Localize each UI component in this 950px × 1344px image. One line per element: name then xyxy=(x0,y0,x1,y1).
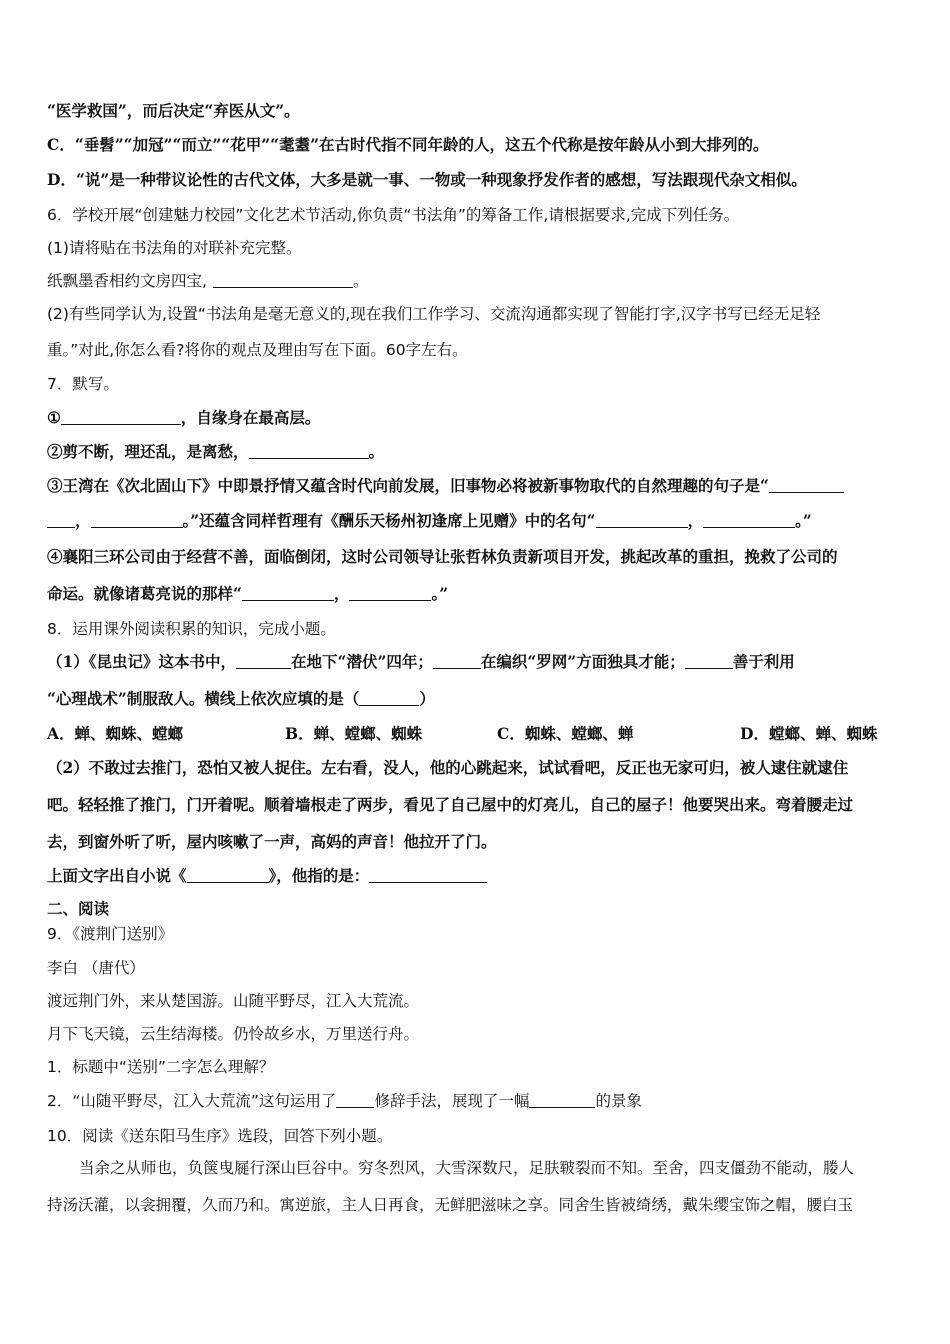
item-text: 2．“山随平野尽，江入大荒流”这句运用了 xyxy=(47,1092,337,1110)
question-8-part-1 xyxy=(47,651,910,673)
answer-blank[interactable] xyxy=(769,477,844,493)
punct: ， xyxy=(687,511,704,530)
question-8-part-1-cont xyxy=(47,688,910,710)
couplet-line xyxy=(47,270,910,292)
item-text: “心理战术”制服敌人。横线上依次应填的是（ xyxy=(47,689,360,708)
question-9-title: 9．《渡荆门送别》 xyxy=(47,925,174,943)
question-7-item-3 xyxy=(47,475,910,497)
answer-blank[interactable] xyxy=(359,690,419,706)
answer-blank[interactable] xyxy=(433,653,481,669)
answer-blank[interactable] xyxy=(91,512,183,528)
poem-line: 月下飞天镜，云生结海楼。仍怜故乡水，万里送行舟。 xyxy=(47,1025,420,1043)
answer-blank[interactable] xyxy=(349,585,431,601)
answer-blank[interactable] xyxy=(703,512,795,528)
item-text: ③王湾在《次北固山下》中即景抒情又蕴含时代向前发展，旧事物必将被新事物取代的自然理趣的句子是“ xyxy=(47,476,769,495)
item-text: 上面文字出自小说《 xyxy=(47,866,187,885)
answer-blank[interactable] xyxy=(61,409,181,425)
question-8-part-2-question xyxy=(47,865,910,887)
question-6-part-2-cont: 重。”对此,你怎么看?将你的观点及理由写在下面。60字左右。 xyxy=(47,341,468,359)
punct: ， xyxy=(75,511,91,530)
question-8-part-2: （2）不敢过去推门，恐怕又被人捉住。左右看，没人，他的心跳起来，试试看吧，反正也无家可归，被人逮住就逮住 xyxy=(47,758,849,777)
answer-blank[interactable] xyxy=(685,653,733,669)
question-8-part-2-cont: 去，到窗外听了听，屋内咳嗽了一声，高妈的声音！他拉开了门。 xyxy=(47,832,497,851)
question-7-item-2 xyxy=(47,441,910,463)
question-9-sub-2 xyxy=(47,1090,910,1112)
item-text: （1）《昆虫记》这本书中， xyxy=(47,652,237,671)
question-7-item-4: ④襄阳三环公司由于经营不善，面临倒闭，这时公司领导让张哲林负责新项目开发，挑起改革的重担，挽救了公司的 xyxy=(47,547,838,566)
passage-line: 持汤沃灌，以衾拥覆，久而乃和。寓逆旅，主人日再食，无鲜肥滋味之享。同舍生皆被绮绣，戴朱缨宝饰之帽，腰白玉 xyxy=(47,1196,854,1214)
answer-blank[interactable] xyxy=(596,512,688,528)
section-heading: 二、阅读 xyxy=(47,899,110,918)
item-text: 命运。就像诸葛亮说的那样“ xyxy=(47,584,242,603)
question-6-part-1: (1)请将贴在书法角的对联补充完整。 xyxy=(47,239,302,257)
option-a[interactable]: A．蝉、蜘蛛、螳螂 xyxy=(47,724,184,743)
answer-blank[interactable] xyxy=(336,1092,374,1108)
punct: ， xyxy=(333,584,350,603)
item-marker: ① xyxy=(47,408,61,427)
item-text: 在编织“罗网”方面独具才能； xyxy=(480,652,685,671)
option-d-line: D．“说”是一种带议论性的古代文体，大多是就一事、一物或一种现象抒发作者的感想，写法跟现代杂文相似。 xyxy=(47,170,807,189)
question-10-title: 10．阅读《送东阳马生序》选段，回答下列小题。 xyxy=(47,1127,393,1145)
couplet-text: 纸飘墨香相约文房四宝, xyxy=(47,272,207,290)
option-c[interactable]: C．蜘蛛、螳螂、蝉 xyxy=(497,724,634,743)
question-7-item-3-cont xyxy=(47,510,910,532)
item-text: 善于利用 xyxy=(732,652,795,671)
poem-line: 渡远荆门外，来从楚国游。山随平野尽，江入大荒流。 xyxy=(47,992,420,1010)
question-6-title: 6．学校开展“创建魅力校园”文化艺术节活动,你负责“书法角”的筹备工作,请根据要求,完成下列任务。 xyxy=(47,206,740,224)
punct: 。” xyxy=(795,511,812,530)
question-9-sub-1: 1．标题中“送别”二字怎么理解？ xyxy=(47,1058,275,1076)
item-text: 在地下“潜伏”四年； xyxy=(291,652,433,671)
answer-blank[interactable] xyxy=(187,867,269,883)
text-line: “医学救国”，而后决定“弃医从文”。 xyxy=(47,101,300,120)
option-c-line: C．“垂髫”“加冠”“而立”“花甲”“耄耋”在古时代指不同年龄的人，这五个代称是按年龄从小到大排列的。 xyxy=(47,135,769,154)
punct: 。 xyxy=(352,272,369,290)
item-text: ②剪不断，理还乱，是离愁， xyxy=(47,442,249,461)
item-text: 》，他指的是： xyxy=(268,866,370,885)
poem-author: 李白 （唐代） xyxy=(47,959,145,977)
question-6-part-2: (2)有些同学认为,设置“书法角是毫无意义的,现在我们工作学习、交流沟通都实现了智能打字,汉字书写已经无足轻 xyxy=(47,305,821,323)
question-8-part-2-cont: 吧。轻轻推了推门，门开着呢。顺着墙根走了两步，看见了自己屋中的灯亮儿，自己的屋子！他要哭出来。弯着腰走过 xyxy=(47,795,854,814)
answer-blank[interactable] xyxy=(529,1092,595,1108)
punct: 。” xyxy=(431,584,449,603)
item-text: 修辞手法，展现了一幅 xyxy=(374,1092,530,1110)
answer-blank[interactable] xyxy=(249,443,369,459)
passage-line: 当余之从师也，负箧曳屣行深山巨谷中。穷冬烈风，大雪深数尺，足肤皲裂而不知。至舍，四支僵劲不能动，媵人 xyxy=(79,1159,855,1177)
answer-blank[interactable] xyxy=(47,512,75,528)
item-text: 的景象 xyxy=(595,1092,642,1110)
answer-blank[interactable] xyxy=(236,653,291,669)
answer-blank[interactable] xyxy=(213,272,353,288)
question-7-item-1 xyxy=(47,407,910,429)
punct: 。 xyxy=(368,442,385,461)
option-d[interactable]: D．螳螂、蝉、蜘蛛 xyxy=(740,724,878,743)
option-b[interactable]: B．蝉、螳螂、蜘蛛 xyxy=(285,724,423,743)
item-text: ，自缘身在最高层。 xyxy=(180,408,321,427)
answer-blank[interactable] xyxy=(242,585,334,601)
question-7-item-4-cont xyxy=(47,583,910,605)
question-8-title: 8．运用课外阅读积累的知识，完成小题。 xyxy=(47,620,336,638)
punct: ） xyxy=(419,689,435,708)
question-7-title: 7．默写。 xyxy=(47,375,119,393)
answer-blank[interactable] xyxy=(369,867,487,883)
item-text: 。”还蕴含同样哲理有《酬乐天杨州初逢席上见赠》中的名句“ xyxy=(182,511,596,530)
